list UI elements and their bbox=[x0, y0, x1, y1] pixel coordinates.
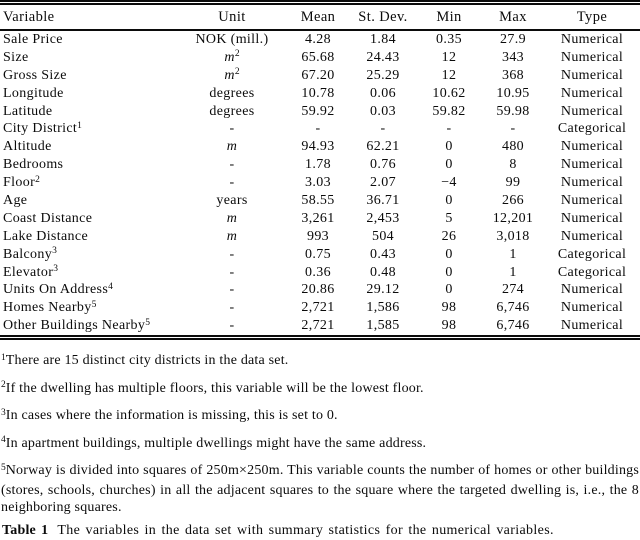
footnotes-block bbox=[0, 352, 640, 517]
cell-type: Numerical bbox=[560, 31, 624, 47]
cell-unit bbox=[178, 228, 286, 246]
cell-unit bbox=[178, 299, 286, 317]
cell-min: 0 bbox=[445, 246, 453, 262]
cell-st-dev: 25.29 bbox=[366, 67, 400, 83]
unit-value: years bbox=[216, 192, 248, 208]
superscript-marker: 2 bbox=[234, 67, 240, 78]
cell-min: 5 bbox=[445, 210, 453, 226]
cell-st-dev: 36.71 bbox=[366, 192, 400, 208]
superscript-marker: 5 bbox=[91, 299, 97, 310]
cell-min: 59.82 bbox=[432, 103, 466, 119]
superscript-marker: 3 bbox=[53, 264, 58, 275]
cell-type: Numerical bbox=[560, 318, 624, 334]
cell-unit bbox=[178, 156, 286, 174]
table-caption-label: Table 1 bbox=[2, 522, 49, 538]
unit-value: m bbox=[226, 210, 238, 226]
cell-st-dev: - bbox=[380, 121, 386, 137]
footnote-3-marker: 3 bbox=[1, 407, 6, 418]
col-header-type: Type bbox=[544, 3, 640, 31]
cell-min: 0 bbox=[445, 157, 453, 173]
cell-type: Numerical bbox=[560, 210, 624, 226]
unit-value: m bbox=[226, 139, 238, 155]
cell-st-dev: 1,586 bbox=[366, 300, 400, 316]
cell-max: 368 bbox=[501, 67, 525, 83]
footnote-4 bbox=[1, 435, 639, 455]
cell-type: Numerical bbox=[560, 192, 624, 208]
cell-st-dev: 0.06 bbox=[370, 85, 396, 101]
table-row bbox=[0, 192, 640, 210]
cell-variable: Coast Distance bbox=[3, 210, 93, 226]
cell-unit bbox=[178, 281, 286, 299]
cell-st-dev: 0.03 bbox=[370, 103, 396, 119]
cell-mean: 3,261 bbox=[301, 210, 335, 226]
cell-min: 12 bbox=[441, 49, 457, 65]
cell-unit bbox=[178, 49, 286, 67]
cell-mean: 4.28 bbox=[305, 31, 331, 47]
cell-st-dev: 0.76 bbox=[370, 157, 396, 173]
cell-unit bbox=[178, 317, 286, 337]
superscript-marker: 2 bbox=[35, 174, 40, 185]
cell-max: 480 bbox=[501, 139, 525, 155]
cell-unit bbox=[178, 67, 286, 85]
cell-unit bbox=[178, 246, 286, 264]
cell-max: 1 bbox=[509, 264, 517, 280]
cell-max: 59.98 bbox=[496, 103, 530, 119]
cell-type: Numerical bbox=[560, 103, 624, 119]
unit-value: - bbox=[229, 246, 235, 262]
cell-variable: Balcony$^3$ bbox=[3, 246, 57, 262]
cell-type: Numerical bbox=[560, 175, 624, 191]
cell-type: Numerical bbox=[560, 157, 624, 173]
superscript-marker: 3 bbox=[52, 246, 57, 257]
cell-type: Numerical bbox=[560, 300, 624, 316]
unit-value: m bbox=[226, 228, 238, 244]
cell-max: 6,746 bbox=[496, 318, 530, 334]
cell-max: 274 bbox=[501, 282, 525, 298]
unit-value: - bbox=[229, 264, 235, 280]
table-row bbox=[0, 67, 640, 85]
cell-min: 12 bbox=[441, 67, 457, 83]
cell-min: 98 bbox=[441, 300, 457, 316]
unit-value: - bbox=[229, 300, 235, 316]
cell-st-dev: 62.21 bbox=[366, 139, 400, 155]
cell-mean: 58.55 bbox=[301, 192, 335, 208]
cell-mean: 0.36 bbox=[305, 264, 331, 280]
footnote-5 bbox=[1, 462, 639, 517]
footnote-5-marker: 5 bbox=[1, 462, 6, 473]
cell-mean: 1.78 bbox=[305, 157, 331, 173]
footnote-1 bbox=[1, 352, 639, 372]
cell-max: 27.9 bbox=[500, 31, 526, 47]
cell-unit bbox=[178, 174, 286, 192]
col-header-mean: Mean bbox=[286, 3, 350, 31]
cell-min: 0 bbox=[445, 192, 453, 208]
unit-value: - bbox=[229, 157, 235, 173]
cell-mean: 10.78 bbox=[301, 85, 335, 101]
cell-type: Numerical bbox=[560, 139, 624, 155]
table-body bbox=[0, 30, 640, 338]
cell-max: 1 bbox=[509, 246, 517, 262]
cell-unit bbox=[178, 264, 286, 282]
cell-mean: 3.03 bbox=[305, 175, 331, 191]
cell-variable: Size bbox=[3, 49, 29, 65]
table-row bbox=[0, 120, 640, 138]
cell-unit bbox=[178, 103, 286, 121]
cell-variable: Floor$^2$ bbox=[3, 174, 40, 191]
cell-mean: 67.20 bbox=[301, 67, 335, 83]
cell-type: Categorical bbox=[557, 121, 627, 137]
table-row bbox=[0, 30, 640, 49]
cell-max: 343 bbox=[501, 49, 525, 65]
footnote-2-text: If the dwelling has multiple floors, this variable will be the lowest floor. bbox=[5, 380, 424, 396]
cell-type: Categorical bbox=[557, 264, 627, 280]
cell-mean: 20.86 bbox=[301, 282, 335, 298]
cell-mean: 59.92 bbox=[301, 103, 335, 119]
cell-mean: 2,721 bbox=[301, 318, 335, 334]
cell-mean: 2,721 bbox=[301, 300, 335, 316]
cell-variable: Elevator$^3$ bbox=[3, 264, 58, 280]
footnote-1-marker: 1 bbox=[1, 352, 6, 363]
unit-value: m bbox=[224, 49, 235, 65]
footnote-4-marker: 4 bbox=[1, 435, 6, 446]
table-row bbox=[0, 210, 640, 228]
cell-type: Numerical bbox=[560, 49, 624, 65]
cell-st-dev: 2,453 bbox=[366, 210, 400, 226]
table-caption bbox=[0, 522, 640, 540]
cell-max: 6,746 bbox=[496, 300, 530, 316]
table-row bbox=[0, 103, 640, 121]
unit-value: NOK (mill.) bbox=[195, 31, 269, 47]
cell-type: Categorical bbox=[557, 246, 627, 262]
unit-value: degrees bbox=[209, 85, 255, 101]
cell-st-dev: 1.84 bbox=[370, 31, 396, 47]
table-row bbox=[0, 174, 640, 192]
superscript-marker: 4 bbox=[108, 281, 113, 292]
cell-mean: 993 bbox=[306, 228, 330, 244]
cell-min: - bbox=[446, 121, 452, 137]
cell-max: 99 bbox=[505, 175, 521, 191]
cell-min: 0.35 bbox=[436, 31, 462, 47]
cell-variable: Gross Size bbox=[3, 67, 67, 83]
footnote-3 bbox=[1, 407, 639, 427]
col-header-unit: Unit bbox=[178, 3, 286, 31]
cell-st-dev: 0.43 bbox=[370, 246, 396, 262]
cell-min: 0 bbox=[445, 139, 453, 155]
footnote-2 bbox=[1, 380, 639, 400]
cell-unit bbox=[178, 120, 286, 138]
cell-st-dev: 0.48 bbox=[370, 264, 396, 280]
footnote-2-marker: 2 bbox=[1, 380, 6, 391]
table-row bbox=[0, 246, 640, 264]
cell-max: - bbox=[510, 121, 516, 137]
cell-min: −4 bbox=[441, 175, 457, 191]
cell-max: 3,018 bbox=[496, 228, 530, 244]
unit-value: - bbox=[229, 282, 235, 298]
cell-mean: 94.93 bbox=[301, 139, 335, 155]
cell-variable: City District$^1$ bbox=[3, 120, 82, 137]
cell-unit bbox=[178, 85, 286, 103]
cell-variable: Latitude bbox=[3, 103, 53, 119]
cell-max: 8 bbox=[509, 157, 517, 173]
footnote-3-text: In cases where the information is missing, this is set to 0. bbox=[5, 408, 338, 424]
unit-value: degrees bbox=[209, 103, 255, 119]
cell-variable: Altitude bbox=[3, 139, 52, 155]
cell-st-dev: 504 bbox=[371, 228, 395, 244]
cell-min: 10.62 bbox=[432, 85, 466, 101]
table-row bbox=[0, 228, 640, 246]
cell-st-dev: 1,585 bbox=[366, 318, 400, 334]
cell-unit bbox=[178, 210, 286, 228]
superscript-marker: 1 bbox=[77, 120, 82, 131]
header-row bbox=[0, 3, 640, 31]
table-caption-text: The variables in the data set with summary statistics for the numerical variables. bbox=[57, 522, 554, 538]
col-header-min: Min bbox=[416, 3, 482, 31]
cell-variable: Units On Address$^4$ bbox=[3, 281, 113, 298]
cell-variable: Lake Distance bbox=[3, 228, 89, 244]
footnote-1-text: There are 15 distinct city districts in the data set. bbox=[5, 353, 289, 369]
cell-unit bbox=[178, 138, 286, 156]
table-row bbox=[0, 317, 640, 337]
cell-st-dev: 29.12 bbox=[366, 282, 400, 298]
cell-mean: 0.75 bbox=[305, 246, 331, 262]
table-row bbox=[0, 299, 640, 317]
unit-value: - bbox=[229, 318, 235, 334]
cell-variable: Other Buildings Nearby$^5$ bbox=[3, 317, 150, 334]
cell-type: Numerical bbox=[560, 282, 624, 298]
col-header-st-dev: St. Dev. bbox=[350, 3, 416, 31]
cell-st-dev: 2.07 bbox=[370, 175, 396, 191]
superscript-marker: 5 bbox=[145, 317, 150, 328]
footnote-4-text: In apartment buildings, multiple dwellings might have the same address. bbox=[5, 435, 427, 451]
cell-variable: Longitude bbox=[3, 85, 64, 101]
table-row bbox=[0, 281, 640, 299]
col-header-max: Max bbox=[482, 3, 544, 31]
cell-variable: Sale Price bbox=[3, 31, 63, 47]
cell-st-dev: 24.43 bbox=[366, 49, 400, 65]
col-header-variable: Variable bbox=[0, 3, 178, 31]
cell-mean: - bbox=[315, 121, 321, 137]
cell-variable: Bedrooms bbox=[3, 157, 64, 173]
cell-mean: 65.68 bbox=[301, 49, 335, 65]
cell-type: Numerical bbox=[560, 67, 624, 83]
cell-unit bbox=[178, 192, 286, 210]
table-row bbox=[0, 156, 640, 174]
cell-min: 0 bbox=[445, 264, 453, 280]
table-row bbox=[0, 85, 640, 103]
table-row bbox=[0, 49, 640, 67]
cell-variable: Age bbox=[3, 192, 28, 208]
unit-value: m bbox=[224, 67, 235, 83]
cell-unit bbox=[178, 30, 286, 49]
cell-type: Numerical bbox=[560, 85, 624, 101]
unit-value: - bbox=[229, 175, 235, 191]
cell-min: 0 bbox=[445, 282, 453, 298]
footnote-5-text: Norway is divided into squares of 250m×250m. This variable counts the number of homes or other buildings (stores, schools, churches) in all the adjacent squares to the square where the targeted dwelling is, i.e., the 8 neighboring squares. bbox=[1, 463, 639, 516]
superscript-marker: 2 bbox=[234, 49, 240, 60]
cell-max: 266 bbox=[501, 192, 525, 208]
cell-max: 10.95 bbox=[496, 85, 530, 101]
cell-max: 12,201 bbox=[492, 210, 534, 226]
table-row bbox=[0, 138, 640, 156]
cell-min: 98 bbox=[441, 318, 457, 334]
cell-type: Numerical bbox=[560, 228, 624, 244]
table-row bbox=[0, 264, 640, 282]
cell-variable: Homes Nearby$^5$ bbox=[3, 299, 97, 316]
unit-value: - bbox=[229, 121, 235, 137]
cell-min: 26 bbox=[441, 228, 457, 244]
